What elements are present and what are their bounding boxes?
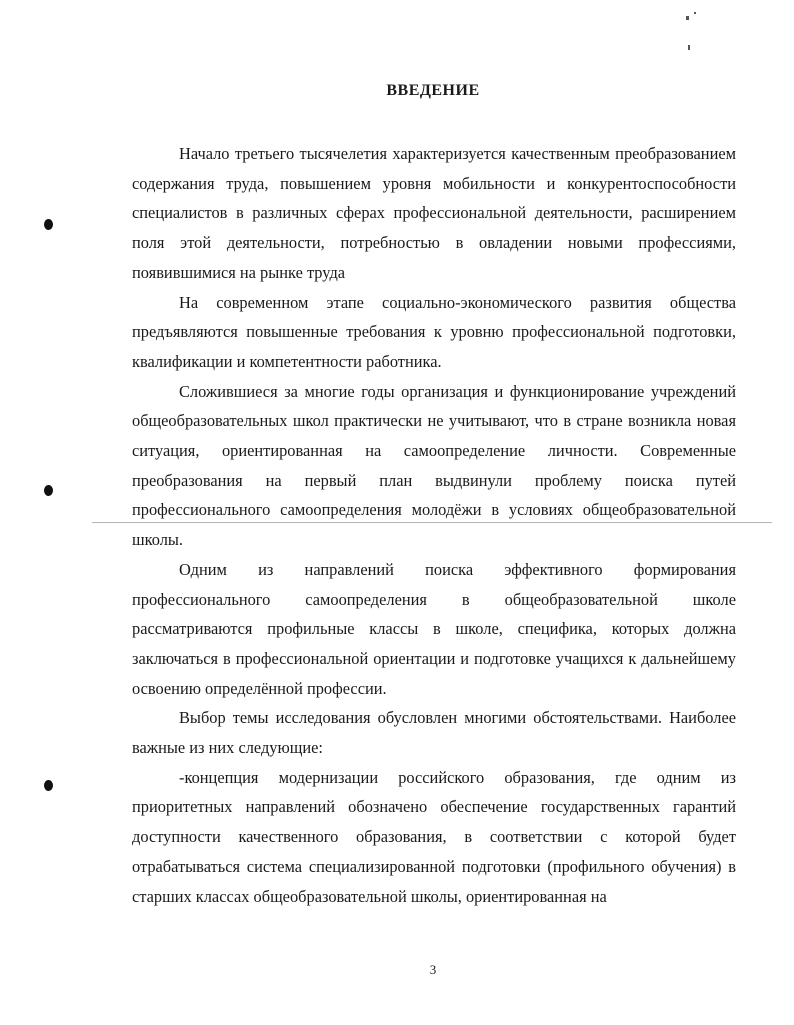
paragraph: Сложившиеся за многие годы организация и функционирование учреждений общеобразовательных школ практически не учитывают, что в стране возникла новая ситуация, ориентированная на самоопределение личности. Современные преобразования на первый план выдвинули проблему поиска путей профессионального самоопределения молодёжи в условиях общеобразовательной школы. xyxy=(132,381,736,550)
punch-hole-top xyxy=(44,219,53,230)
body-text xyxy=(132,139,736,911)
paragraph: На современном этапе социально-экономического развития общества предъявляются повышенные требования к уровню профессиональной подготовки, квалификации и компетентности работника. xyxy=(132,292,736,371)
paragraph: Выбор темы исследования обусловлен многими обстоятельствами. Наиболее важные из них следующие: xyxy=(132,708,736,758)
paragraph: -концепция модернизации российского образования, где одним из приоритетных направлений обозначено обеспечение государственных гарантий доступности качественного образования, в соответствии с которой будет отрабатываться система специализированной подготовки (профильного обучения) в старших классах общеобразовательной школы, ориентированная на xyxy=(132,767,736,906)
page-title: ВВЕДЕНИЕ xyxy=(386,82,480,99)
scan-speck-1 xyxy=(686,16,689,20)
punch-hole-bottom xyxy=(44,780,53,791)
paragraph: Одним из направлений поиска эффективного формирования профессионального самоопределения в общеобразовательной школе рассматриваются профильные классы в школе, специфика, которых должна заключаться в профессиональной ориентации и подготовке учащихся к дальнейшему освоению определённой профессии. xyxy=(132,559,736,698)
punch-hole-middle xyxy=(44,485,53,496)
paragraph: Начало третьего тысячелетия характеризуется качественным преобразованием содержания труда, повышением уровня мобильности и конкурентоспособности специалистов в различных сферах профессиональной деятельности, расширением поля этой деятельности, потребностью в овладении новыми профессиями, появившимися на рынке труда xyxy=(132,144,736,282)
scan-speck-2 xyxy=(694,12,696,14)
scan-speck-3 xyxy=(688,45,690,50)
page-number: 3 xyxy=(429,962,437,977)
